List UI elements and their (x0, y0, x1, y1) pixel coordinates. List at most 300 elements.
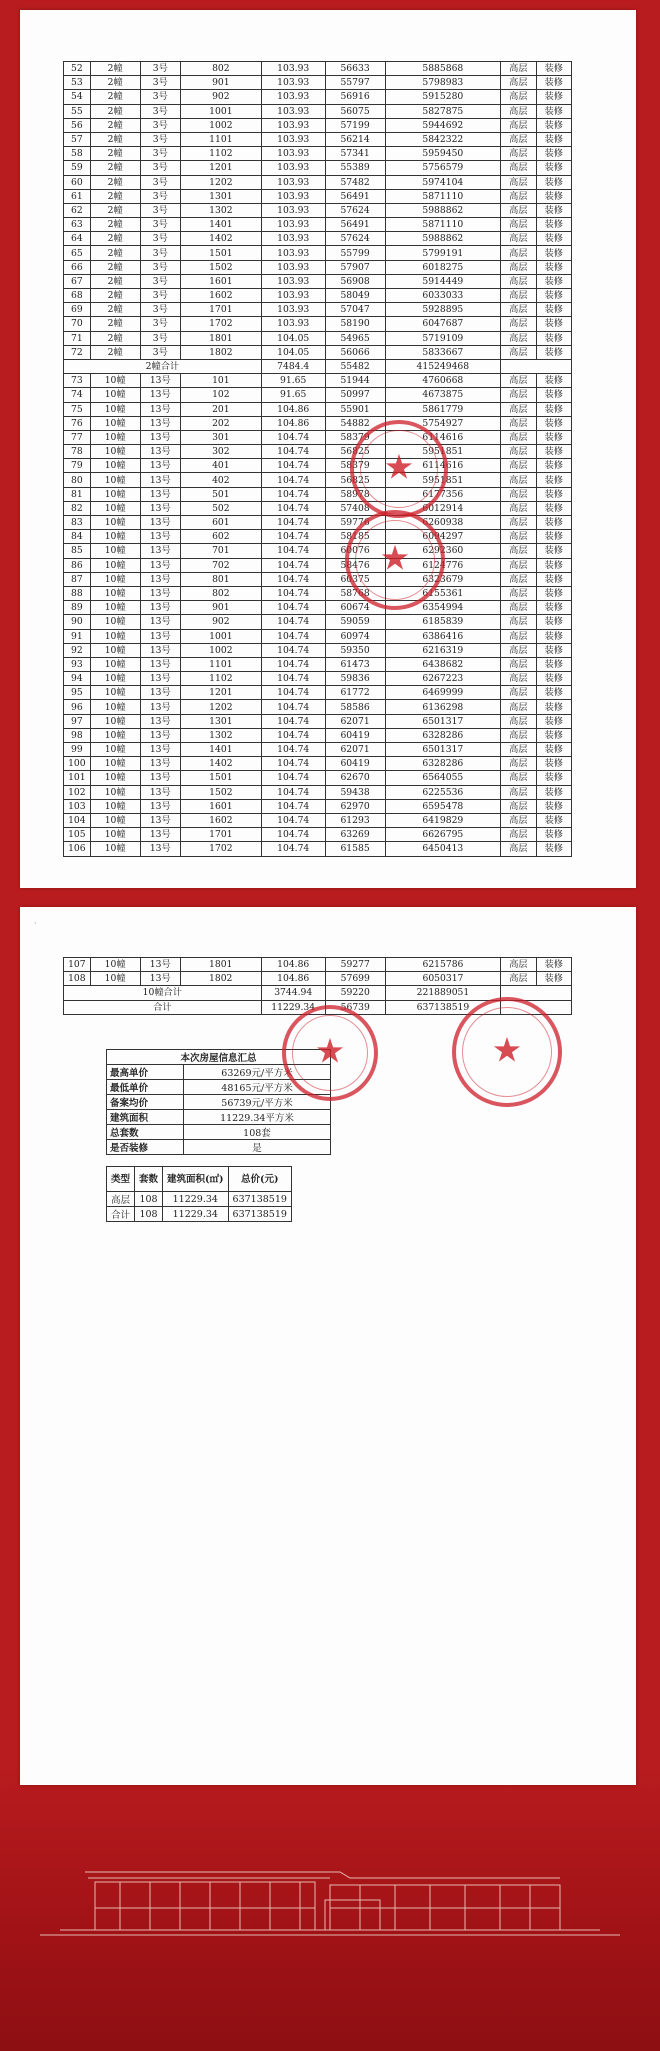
table-cell: 5799191 (385, 246, 501, 260)
table-cell: 104.74 (261, 771, 325, 785)
table-cell: 2幢 (90, 76, 140, 90)
table-cell: 87 (64, 572, 91, 586)
table-cell: 高层 (501, 586, 536, 600)
subtotal-price: 59220 (325, 986, 385, 1000)
table-cell: 1601 (180, 274, 261, 288)
subtotal-label: 2幢合计 (64, 359, 262, 373)
table-cell: 104.74 (261, 700, 325, 714)
table-cell: 58049 (325, 289, 385, 303)
table-cell: 100 (64, 757, 91, 771)
table-cell: 91 (64, 629, 91, 643)
table-cell: 104.74 (261, 586, 325, 600)
table-cell: 2幢 (90, 175, 140, 189)
table-cell: 55797 (325, 76, 385, 90)
table-cell: 62670 (325, 771, 385, 785)
table-cell: 402 (180, 473, 261, 487)
table-cell: 5951851 (385, 473, 501, 487)
table-cell: 装修 (536, 842, 571, 856)
table-cell: 54965 (325, 331, 385, 345)
table-cell: 88 (64, 586, 91, 600)
table-row (64, 104, 572, 118)
table-cell: 103.93 (261, 203, 325, 217)
table-cell: 装修 (536, 374, 571, 388)
table-cell: 104.74 (261, 672, 325, 686)
table-row (64, 714, 572, 728)
table-cell: 1102 (180, 672, 261, 686)
table-row (64, 246, 572, 260)
table-cell: 94 (64, 672, 91, 686)
table-cell: 1601 (180, 799, 261, 813)
table-cell: 1002 (180, 643, 261, 657)
table-cell: 6564055 (385, 771, 501, 785)
table-cell: 高层 (501, 118, 536, 132)
summary-value: 48165元/平方米 (184, 1080, 331, 1095)
type-cell: 合计 (107, 1207, 135, 1222)
table-row (64, 303, 572, 317)
table-cell: 103.93 (261, 189, 325, 203)
table-cell: 装修 (536, 700, 571, 714)
table-cell: 高层 (501, 345, 536, 359)
table-cell: 5754927 (385, 416, 501, 430)
table-row (64, 189, 572, 203)
table-cell: 1302 (180, 728, 261, 742)
table-row (64, 331, 572, 345)
table-cell: 13号 (140, 586, 180, 600)
table-cell: 2幢 (90, 232, 140, 246)
table-cell: 高层 (501, 374, 536, 388)
table-cell: 高层 (501, 828, 536, 842)
table-cell: 1502 (180, 260, 261, 274)
table-cell: 104.74 (261, 558, 325, 572)
table-cell: 50997 (325, 388, 385, 402)
table-cell: 56491 (325, 218, 385, 232)
table-cell: 装修 (536, 958, 571, 972)
table-cell: 3号 (140, 147, 180, 161)
table-cell: 高层 (501, 972, 536, 986)
table-cell: 高层 (501, 657, 536, 671)
table-cell: 83 (64, 516, 91, 530)
table-cell: 104.05 (261, 331, 325, 345)
table-cell: 302 (180, 445, 261, 459)
table-cell: 装修 (536, 686, 571, 700)
table-cell: 69 (64, 303, 91, 317)
table-cell: 73 (64, 374, 91, 388)
table-row (64, 601, 572, 615)
table-cell: 6050317 (385, 972, 501, 986)
table-cell: 装修 (536, 402, 571, 416)
table-cell: 高层 (501, 331, 536, 345)
table-cell: 装修 (536, 246, 571, 260)
table-cell: 59776 (325, 516, 385, 530)
summary-key: 是否装修 (107, 1140, 184, 1155)
table-cell: 61473 (325, 657, 385, 671)
table-cell: 4673875 (385, 388, 501, 402)
table-cell: 56825 (325, 473, 385, 487)
table-cell: 802 (180, 62, 261, 76)
table-cell: 5988862 (385, 232, 501, 246)
table-cell: 3号 (140, 260, 180, 274)
table-cell: 3号 (140, 104, 180, 118)
table-cell: 2幢 (90, 303, 140, 317)
table-cell: 6033033 (385, 289, 501, 303)
table-cell: 104.74 (261, 757, 325, 771)
table-cell: 13号 (140, 958, 180, 972)
table-cell: 104.74 (261, 601, 325, 615)
table-row (64, 643, 572, 657)
table-cell: 高层 (501, 629, 536, 643)
table-cell: 10幢 (90, 728, 140, 742)
summary-key: 备案均价 (107, 1095, 184, 1110)
table-cell: 6225536 (385, 785, 501, 799)
table-row (64, 473, 572, 487)
table-row (64, 530, 572, 544)
table-cell: 1701 (180, 828, 261, 842)
table-cell: 61 (64, 189, 91, 203)
area-header: 建筑面积(㎡) (163, 1167, 229, 1192)
table-cell: 2幢 (90, 289, 140, 303)
table-cell: 装修 (536, 657, 571, 671)
table-cell: 装修 (536, 274, 571, 288)
table-cell: 101 (64, 771, 91, 785)
table-cell: 1301 (180, 714, 261, 728)
summary-title: 本次房屋信息汇总 (107, 1050, 331, 1065)
table-cell: 103.93 (261, 104, 325, 118)
table-cell: 装修 (536, 76, 571, 90)
table-cell: 高层 (501, 189, 536, 203)
table-row (64, 345, 572, 359)
table-cell: 60419 (325, 728, 385, 742)
table-cell: 104.74 (261, 828, 325, 842)
table-cell: 1202 (180, 175, 261, 189)
table-cell: 6450413 (385, 842, 501, 856)
table-cell: 2幢 (90, 218, 140, 232)
table-cell: 104.74 (261, 643, 325, 657)
table-cell: 13号 (140, 700, 180, 714)
table-cell: 10幢 (90, 771, 140, 785)
table-cell: 6185839 (385, 615, 501, 629)
table-cell: 58379 (325, 430, 385, 444)
table-cell: 103.93 (261, 76, 325, 90)
table-cell: 70 (64, 317, 91, 331)
table-cell: 装修 (536, 672, 571, 686)
subtotal-area: 11229.34 (261, 1000, 325, 1014)
table-cell: 装修 (536, 516, 571, 530)
table-cell: 91.65 (261, 388, 325, 402)
table-cell: 3号 (140, 203, 180, 217)
table-cell: 3号 (140, 218, 180, 232)
table-cell: 82 (64, 501, 91, 515)
table-cell: 5827875 (385, 104, 501, 118)
table-cell: 5798983 (385, 76, 501, 90)
table-cell: 103.93 (261, 289, 325, 303)
table-cell: 装修 (536, 161, 571, 175)
table-cell: 装修 (536, 459, 571, 473)
table-cell: 装修 (536, 757, 571, 771)
table-cell: 高层 (501, 643, 536, 657)
table-cell: 3号 (140, 132, 180, 146)
table-cell: 高层 (501, 743, 536, 757)
type-cell: 高层 (107, 1192, 135, 1207)
table-cell: 高层 (501, 842, 536, 856)
summary-value: 11229.34平方米 (184, 1110, 331, 1125)
table-cell: 1701 (180, 303, 261, 317)
table-cell: 86 (64, 558, 91, 572)
official-seal (350, 420, 448, 518)
table-cell: 5861779 (385, 402, 501, 416)
table-cell: 13号 (140, 572, 180, 586)
table-cell: 5944692 (385, 118, 501, 132)
table-cell: 64 (64, 232, 91, 246)
table-cell: 装修 (536, 544, 571, 558)
table-cell: 92 (64, 643, 91, 657)
table-cell: 高层 (501, 161, 536, 175)
table-cell: 89 (64, 601, 91, 615)
table-cell: 10幢 (90, 445, 140, 459)
table-cell: 高层 (501, 799, 536, 813)
official-seal (345, 510, 445, 610)
table-cell: 装修 (536, 388, 571, 402)
table-cell: 13号 (140, 643, 180, 657)
table-row (64, 728, 572, 742)
document-page-1 (20, 10, 636, 888)
table-cell: 装修 (536, 728, 571, 742)
table-cell: 13号 (140, 473, 180, 487)
table-cell: 10幢 (90, 629, 140, 643)
table-cell: 901 (180, 601, 261, 615)
table-cell: 59277 (325, 958, 385, 972)
table-cell: 6177356 (385, 487, 501, 501)
table-cell: 401 (180, 459, 261, 473)
table-cell: 高层 (501, 203, 536, 217)
table-cell: 10幢 (90, 757, 140, 771)
table-cell: 3号 (140, 118, 180, 132)
table-cell: 装修 (536, 317, 571, 331)
table-cell: 1801 (180, 958, 261, 972)
table-cell: 高层 (501, 303, 536, 317)
table-cell: 65 (64, 246, 91, 260)
table-cell: 1002 (180, 118, 261, 132)
table-cell: 60674 (325, 601, 385, 615)
table-cell: 高层 (501, 530, 536, 544)
table-cell: 60 (64, 175, 91, 189)
table-cell: 5885868 (385, 62, 501, 76)
table-cell: 56214 (325, 132, 385, 146)
table-cell: 901 (180, 76, 261, 90)
table-cell: 高层 (501, 388, 536, 402)
table-cell: 96 (64, 700, 91, 714)
table-cell: 58379 (325, 459, 385, 473)
table-cell: 10幢 (90, 430, 140, 444)
total-price-header: 总价(元) (228, 1167, 291, 1192)
table-cell: 6595478 (385, 799, 501, 813)
table-cell: 2幢 (90, 260, 140, 274)
table-cell: 13号 (140, 558, 180, 572)
table-cell: 高层 (501, 700, 536, 714)
subtotal-price: 55482 (325, 359, 385, 373)
table-cell: 装修 (536, 104, 571, 118)
table-row (64, 175, 572, 189)
table-row (64, 76, 572, 90)
table-cell: 高层 (501, 473, 536, 487)
table-cell: 104.74 (261, 629, 325, 643)
table-cell: 13号 (140, 430, 180, 444)
table-cell: 10幢 (90, 799, 140, 813)
scan-mark: · (34, 919, 37, 928)
table-cell: 10幢 (90, 785, 140, 799)
table-cell: 10幢 (90, 615, 140, 629)
table-cell: 13号 (140, 402, 180, 416)
table-cell: 3号 (140, 175, 180, 189)
table-row (64, 445, 572, 459)
table-cell: 5914449 (385, 274, 501, 288)
table-cell: 高层 (501, 274, 536, 288)
table-cell: 1202 (180, 700, 261, 714)
table-cell: 102 (180, 388, 261, 402)
table-cell: 63269 (325, 828, 385, 842)
table-cell: 装修 (536, 175, 571, 189)
table-cell: 13号 (140, 785, 180, 799)
table-cell: 1402 (180, 757, 261, 771)
table-cell: 54882 (325, 416, 385, 430)
table-cell: 2幢 (90, 161, 140, 175)
table-cell: 6012914 (385, 501, 501, 515)
table-cell: 高层 (501, 714, 536, 728)
count-header: 套数 (135, 1167, 163, 1192)
table-cell: 2幢 (90, 132, 140, 146)
table-cell: 6328286 (385, 757, 501, 771)
table-row (64, 289, 572, 303)
table-cell: 56491 (325, 189, 385, 203)
table-row (64, 203, 572, 217)
table-cell: 10幢 (90, 672, 140, 686)
table-cell: 高层 (501, 402, 536, 416)
table-cell: 104.74 (261, 501, 325, 515)
table-cell: 高层 (501, 62, 536, 76)
table-cell: 10幢 (90, 416, 140, 430)
star-icon: ★ (314, 1031, 346, 1072)
subtotal-price: 56739 (325, 1000, 385, 1014)
document-page-2 (20, 907, 636, 1785)
table-cell: 10幢 (90, 601, 140, 615)
table-cell: 103.93 (261, 132, 325, 146)
table-cell: 61772 (325, 686, 385, 700)
summary-value: 108套 (184, 1125, 331, 1140)
table-cell: 104.74 (261, 842, 325, 856)
table-cell: 58185 (325, 530, 385, 544)
table-cell: 13号 (140, 487, 180, 501)
table-cell: 801 (180, 572, 261, 586)
count-cell: 108 (135, 1207, 163, 1222)
table-cell: 1101 (180, 657, 261, 671)
table-cell: 6626795 (385, 828, 501, 842)
table-cell: 103.93 (261, 274, 325, 288)
table-cell: 6292360 (385, 544, 501, 558)
table-cell: 高层 (501, 501, 536, 515)
table-cell: 57408 (325, 501, 385, 515)
table-cell: 902 (180, 90, 261, 104)
table-cell: 1302 (180, 203, 261, 217)
table-cell: 76 (64, 416, 91, 430)
table-cell: 104.86 (261, 416, 325, 430)
table-cell: 103.93 (261, 118, 325, 132)
table-cell: 79 (64, 459, 91, 473)
table-cell: 13号 (140, 445, 180, 459)
count-cell: 108 (135, 1192, 163, 1207)
table-cell: 502 (180, 501, 261, 515)
table-row (64, 686, 572, 700)
table-cell: 高层 (501, 544, 536, 558)
table-cell: 67 (64, 274, 91, 288)
table-cell: 装修 (536, 445, 571, 459)
table-cell: 52 (64, 62, 91, 76)
total-price-cell: 637138519 (228, 1192, 291, 1207)
table-row (64, 657, 572, 671)
table-cell: 6328286 (385, 728, 501, 742)
table-cell: 装修 (536, 147, 571, 161)
table-cell: 装修 (536, 501, 571, 515)
table-cell: 高层 (501, 104, 536, 118)
table-cell: 103.93 (261, 90, 325, 104)
table-cell: 84 (64, 530, 91, 544)
table-cell: 高层 (501, 771, 536, 785)
table-row (64, 771, 572, 785)
table-cell: 6114616 (385, 459, 501, 473)
table-cell: 55 (64, 104, 91, 118)
table-cell: 3号 (140, 345, 180, 359)
table-cell: 高层 (501, 686, 536, 700)
table-row (64, 90, 572, 104)
table-cell: 装修 (536, 799, 571, 813)
table-row (64, 118, 572, 132)
table-cell: 58190 (325, 317, 385, 331)
table-cell: 104.74 (261, 544, 325, 558)
table-cell: 5974104 (385, 175, 501, 189)
area-cell: 11229.34 (163, 1207, 229, 1222)
table-cell: 装修 (536, 558, 571, 572)
table-row (64, 958, 572, 972)
table-cell: 4760668 (385, 374, 501, 388)
subtotal-total: 221889051 (385, 986, 501, 1000)
table-cell: 13号 (140, 544, 180, 558)
table-cell: 高层 (501, 601, 536, 615)
table-cell: 103.93 (261, 147, 325, 161)
table-cell: 104.74 (261, 445, 325, 459)
table-cell: 13号 (140, 657, 180, 671)
table-cell: 13号 (140, 615, 180, 629)
table-cell: 74 (64, 388, 91, 402)
table-cell: 702 (180, 558, 261, 572)
table-cell: 装修 (536, 289, 571, 303)
table-cell: 13号 (140, 530, 180, 544)
table-row (64, 700, 572, 714)
table-cell: 10幢 (90, 516, 140, 530)
table-cell: 85 (64, 544, 91, 558)
table-cell: 5915280 (385, 90, 501, 104)
table-cell: 10幢 (90, 700, 140, 714)
table-cell: 66 (64, 260, 91, 274)
table-row (64, 516, 572, 530)
table-cell: 装修 (536, 218, 571, 232)
table-cell: 56066 (325, 345, 385, 359)
table-cell: 56633 (325, 62, 385, 76)
table-cell: 56908 (325, 274, 385, 288)
table-cell: 1501 (180, 771, 261, 785)
table-cell: 装修 (536, 303, 571, 317)
table-cell: 高层 (501, 289, 536, 303)
subtotal-total: 415249468 (385, 359, 501, 373)
table-cell: 5756579 (385, 161, 501, 175)
table-row (64, 785, 572, 799)
